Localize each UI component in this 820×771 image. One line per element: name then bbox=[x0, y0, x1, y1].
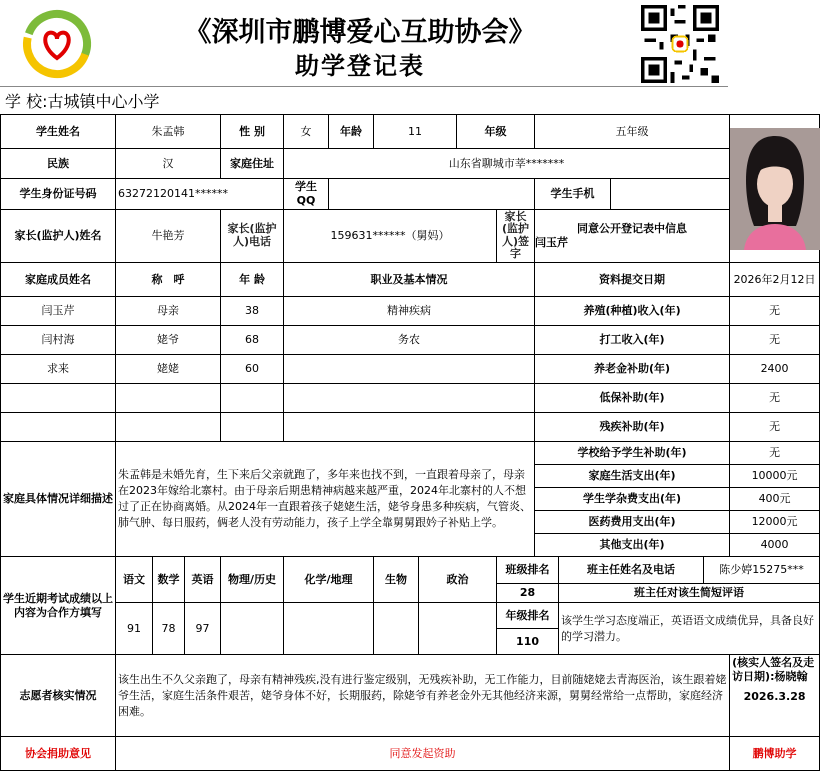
student-qq-value bbox=[329, 179, 535, 210]
title-line1: 《深圳市鹏博爱心互助协会》 bbox=[184, 17, 536, 48]
subject-label: 物理/历史 bbox=[221, 557, 284, 603]
footer-brand: 鹏博助学 bbox=[730, 737, 820, 771]
member-relation bbox=[116, 384, 221, 413]
member-name: 求来 bbox=[1, 355, 116, 384]
student-photo bbox=[730, 115, 820, 263]
label-opinion: 协会捐助意见 bbox=[1, 737, 116, 771]
score-value bbox=[374, 603, 419, 655]
finance-label: 残疾补助(年) bbox=[535, 413, 730, 442]
member-name: 闫玉芹 bbox=[1, 297, 116, 326]
address-value: 山东省聊城市莘******* bbox=[284, 149, 730, 179]
member-job: 精神疾病 bbox=[284, 297, 535, 326]
id-number-value: 63272120141****** bbox=[116, 179, 284, 210]
grade-value: 五年级 bbox=[535, 115, 730, 149]
school-label: 学 校:古城镇中心小学 bbox=[5, 92, 160, 111]
label-student-qq: 学生QQ bbox=[284, 179, 329, 210]
label-student-phone: 学生手机 bbox=[535, 179, 611, 210]
verifier-cell bbox=[730, 655, 820, 737]
finance-label: 学校给予学生补助(年) bbox=[535, 442, 730, 465]
label-family-detail: 家庭具体情况详细描述 bbox=[1, 442, 116, 557]
label-student-name: 学生姓名 bbox=[1, 115, 116, 149]
finance-value: 10000元 bbox=[730, 465, 820, 488]
label-member-relation: 称 呼 bbox=[116, 263, 221, 297]
student-name-value: 朱孟韩 bbox=[116, 115, 221, 149]
score-value: 91 bbox=[116, 603, 153, 655]
label-id-number: 学生身份证号码 bbox=[1, 179, 116, 210]
verify-text: 该生出生不久父亲跑了，母亲有精神残疾,没有进行鉴定级别，无残疾补助，无工作能力，目前随姥姥去青海医治，该生跟着姥爷生活，家庭生活条件艰苦，姥爷身体不好，长期服药，除姥爷有养老金外无其他经济来源，舅舅经常给一点帮助，家庭经济困难。 bbox=[116, 655, 730, 737]
member-job: 务农 bbox=[284, 326, 535, 355]
finance-label: 打工收入(年) bbox=[535, 326, 730, 355]
label-gender: 性 别 bbox=[221, 115, 284, 149]
score-value bbox=[284, 603, 374, 655]
label-verify: 志愿者核实情况 bbox=[1, 655, 116, 737]
finance-value: 400元 bbox=[730, 488, 820, 511]
finance-value: 无 bbox=[730, 326, 820, 355]
guardian-sign-value: 闫玉芹 bbox=[535, 235, 569, 249]
subject-label: 英语 bbox=[185, 557, 221, 603]
label-member-job: 职业及基本情况 bbox=[284, 263, 535, 297]
member-age: 38 bbox=[221, 297, 284, 326]
label-ethnicity: 民族 bbox=[1, 149, 116, 179]
label-guardian-phone: 家长(监护人)电话 bbox=[221, 209, 284, 263]
finance-label: 家庭生活支出(年) bbox=[535, 465, 730, 488]
verify-date: 2026.3.28 bbox=[743, 689, 806, 703]
registration-form bbox=[0, 114, 820, 771]
student-portrait-icon bbox=[730, 128, 820, 250]
member-name bbox=[1, 384, 116, 413]
member-relation: 姥姥 bbox=[116, 355, 221, 384]
subject-label: 数学 bbox=[153, 557, 185, 603]
finance-value: 无 bbox=[730, 384, 820, 413]
member-age bbox=[221, 384, 284, 413]
finance-value: 4000 bbox=[730, 534, 820, 557]
header bbox=[0, 0, 728, 87]
finance-label: 养老金补助(年) bbox=[535, 355, 730, 384]
label-guardian-name: 家长(监护人)姓名 bbox=[1, 209, 116, 263]
member-age: 60 bbox=[221, 355, 284, 384]
age-value: 11 bbox=[374, 115, 457, 149]
label-submit-date: 资料提交日期 bbox=[535, 263, 730, 297]
heart-logo-icon bbox=[22, 6, 92, 82]
subject-label: 政治 bbox=[419, 557, 497, 603]
finance-label: 其他支出(年) bbox=[535, 534, 730, 557]
submit-date-value: 2026年2月12日 bbox=[730, 263, 820, 297]
label-teacher-contact: 班主任姓名及电话 bbox=[559, 557, 704, 584]
label-grade-rank: 年级排名 bbox=[497, 603, 559, 629]
finance-label: 医药费用支出(年) bbox=[535, 511, 730, 534]
member-age: 68 bbox=[221, 326, 284, 355]
finance-value: 2400 bbox=[730, 355, 820, 384]
label-age: 年龄 bbox=[329, 115, 374, 149]
score-value: 78 bbox=[153, 603, 185, 655]
subject-label: 语文 bbox=[116, 557, 153, 603]
score-value bbox=[221, 603, 284, 655]
finance-value: 无 bbox=[730, 413, 820, 442]
label-grade: 年级 bbox=[457, 115, 535, 149]
member-relation: 母亲 bbox=[116, 297, 221, 326]
opinion-value: 同意发起资助 bbox=[116, 737, 730, 771]
consent-label: 同意公开登记表中信息 bbox=[577, 222, 688, 236]
member-job bbox=[284, 384, 535, 413]
teacher-comment-value: 该学生学习态度端正，英语语文成绩优异，具备良好的学习潜力。 bbox=[559, 603, 820, 655]
label-member-age: 年 龄 bbox=[221, 263, 284, 297]
gender-value: 女 bbox=[284, 115, 329, 149]
score-value: 97 bbox=[185, 603, 221, 655]
member-job bbox=[284, 413, 535, 442]
finance-value: 无 bbox=[730, 442, 820, 465]
finance-label: 学生学杂费支出(年) bbox=[535, 488, 730, 511]
subject-label: 化学/地理 bbox=[284, 557, 374, 603]
verifier-label: (核实人签名及走访日期):杨晓翰 bbox=[732, 656, 815, 683]
score-value bbox=[419, 603, 497, 655]
grade-rank-value: 110 bbox=[497, 629, 559, 655]
consent-cell bbox=[535, 209, 730, 263]
teacher-contact-value: 陈少婷15275*** bbox=[704, 557, 820, 584]
label-exam: 学生近期考试成绩以上内容为合作方填写 bbox=[1, 557, 116, 655]
label-teacher-comment: 班主任对该生简短评语 bbox=[559, 584, 820, 603]
member-relation bbox=[116, 413, 221, 442]
class-rank-value: 28 bbox=[497, 584, 559, 603]
finance-value: 无 bbox=[730, 297, 820, 326]
label-guardian-sign: 家长(监护人)签字 bbox=[497, 209, 535, 263]
guardian-name-value: 牛艳芳 bbox=[116, 209, 221, 263]
guardian-phone-value: 159631******（舅妈） bbox=[284, 209, 497, 263]
member-relation: 姥爷 bbox=[116, 326, 221, 355]
label-class-rank: 班级排名 bbox=[497, 557, 559, 584]
student-phone-value bbox=[611, 179, 730, 210]
finance-label: 养殖(种植)收入(年) bbox=[535, 297, 730, 326]
member-job bbox=[284, 355, 535, 384]
title-line2: 助学登记表 bbox=[295, 51, 425, 80]
member-name: 闫村海 bbox=[1, 326, 116, 355]
label-member-name: 家庭成员姓名 bbox=[1, 263, 116, 297]
member-name bbox=[1, 413, 116, 442]
qr-code-icon bbox=[641, 5, 719, 83]
label-address: 家庭住址 bbox=[221, 149, 284, 179]
member-age bbox=[221, 413, 284, 442]
subject-label: 生物 bbox=[374, 557, 419, 603]
ethnicity-value: 汉 bbox=[116, 149, 221, 179]
finance-label: 低保补助(年) bbox=[535, 384, 730, 413]
family-description: 朱孟韩是未婚先育，生下来后父亲就跑了，多年来也找不到，一直跟着母亲了，母亲在2023年嫁给北寨村。由于母亲后期患精神病越来越严重，2024年北寨村的人不想过了正在协商离婚。从2024年一直跟着孩子姥姥生活，姥爷身患多种疾病，气管炎、肺气肿、每日服药，俩老人没有劳动能力，孩子上学全靠舅舅跟妗子补贴上学。 bbox=[116, 442, 535, 557]
finance-value: 12000元 bbox=[730, 511, 820, 534]
